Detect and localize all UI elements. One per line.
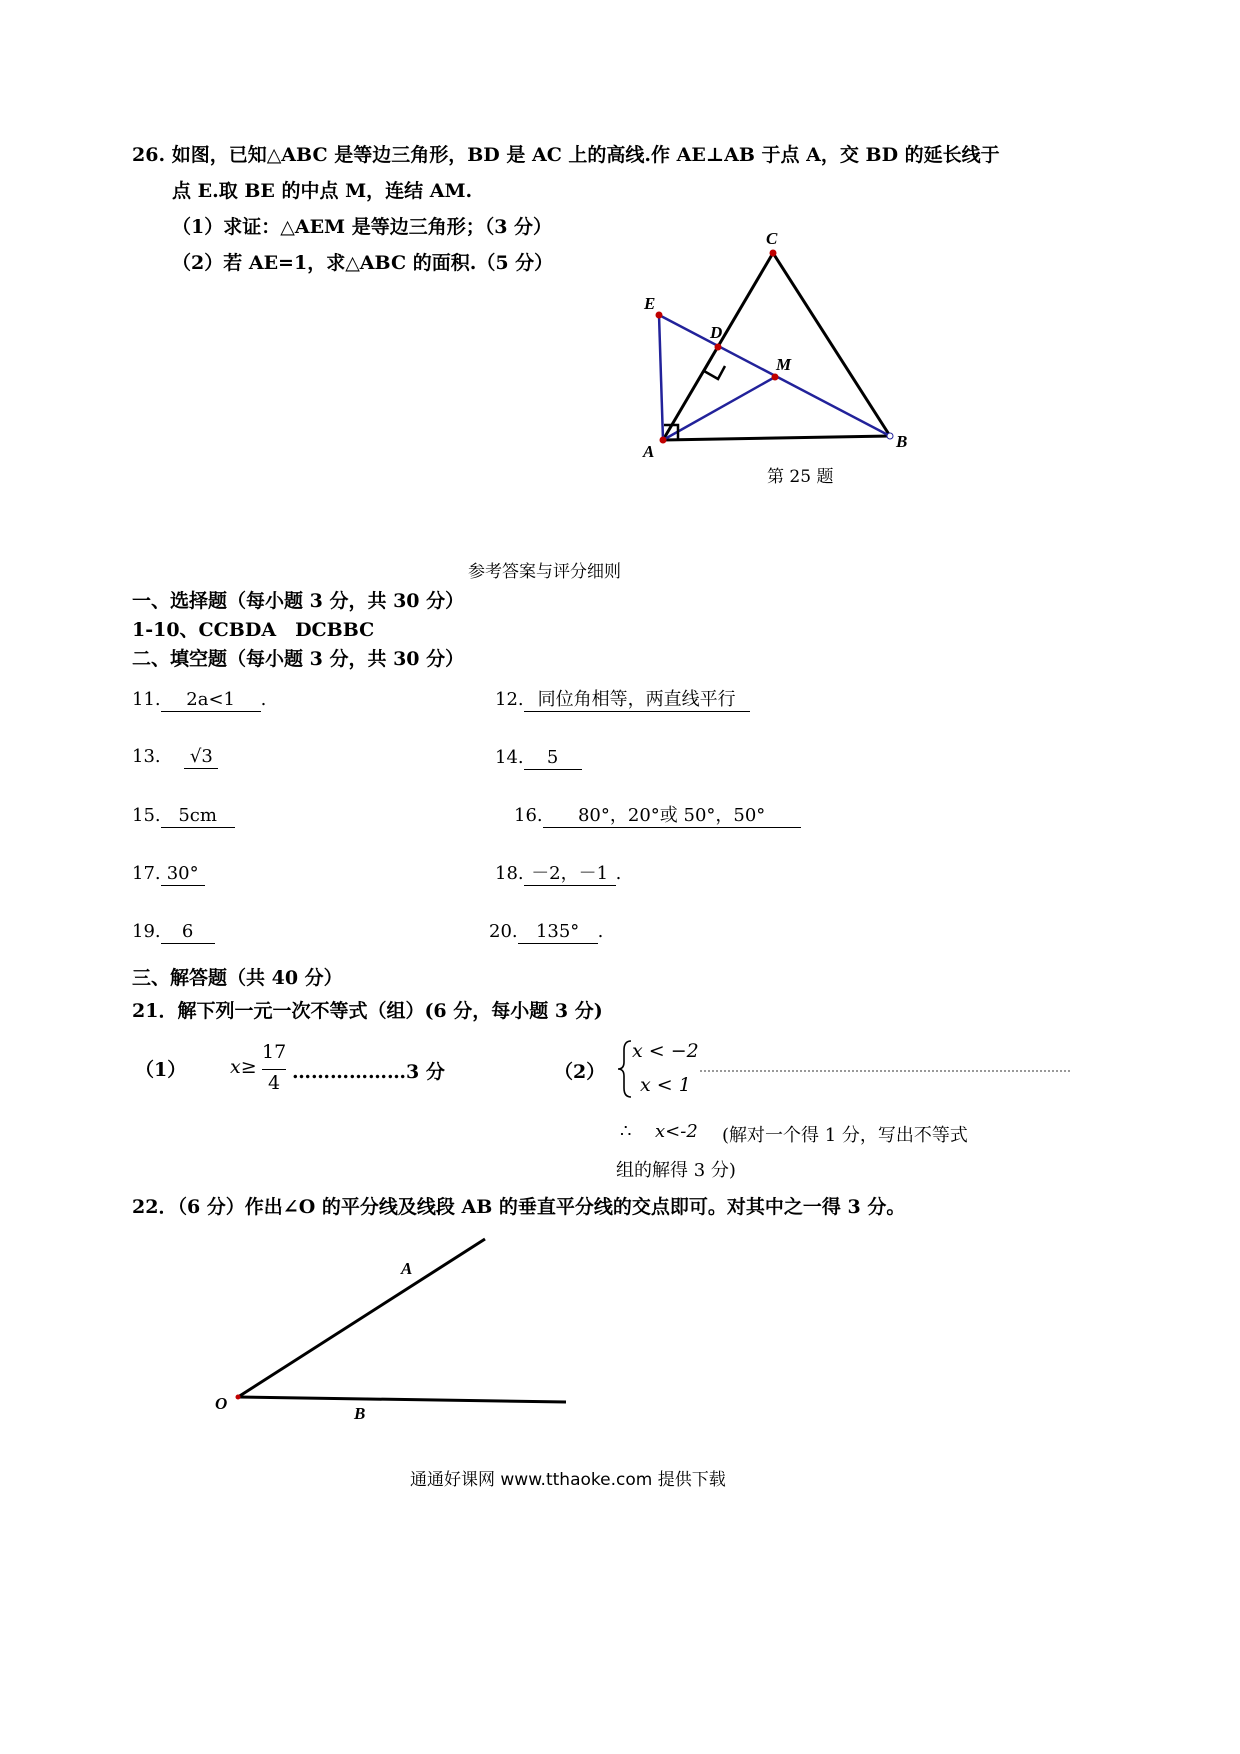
- fill-item-12: 12. 同位角相等，两直线平行: [495, 689, 750, 712]
- fill-item-18: 18. －2，－1 .: [495, 863, 622, 884]
- label-a2: A: [401, 1259, 413, 1278]
- label-c: C: [766, 229, 778, 248]
- fill-item-20: 20. 135° .: [489, 921, 604, 942]
- triangle-figure: [620, 220, 940, 500]
- q21-p2-line2: x < 1: [640, 1074, 691, 1096]
- q21-p2-line1: x < −2: [632, 1040, 699, 1062]
- q26-line2: 点 E.取 BE 的中点 M，连结 AM.: [172, 180, 473, 202]
- q21-p2-label: （2）: [554, 1061, 606, 1083]
- q22-title: 22．（6 分）作出∠O 的平分线及线段 AB 的垂直平分线的交点即可。对其中之一得 3 分。: [132, 1196, 906, 1218]
- q21-p1-score: ………………3 分: [292, 1061, 445, 1083]
- angle-figure: [200, 1225, 590, 1425]
- label-d: D: [710, 323, 723, 342]
- footer: 通通好课网 www.tthaoke.com 提供下载: [410, 1470, 726, 1490]
- q21-p1-label: （1）: [135, 1059, 187, 1081]
- fill-item-11: 11. 2a<1 .: [132, 689, 267, 710]
- label-b: B: [896, 432, 908, 451]
- section2-heading: 二、填空题（每小题 3 分，共 30 分）: [132, 648, 465, 670]
- section1-heading: 一、选择题（每小题 3 分，共 30 分）: [132, 590, 465, 612]
- fraction-bar: [262, 1069, 286, 1070]
- fill-item-16: 16. 80°，20°或 50°，50°: [514, 805, 801, 828]
- sqrt3: √3: [184, 746, 218, 769]
- q21-p1-lhs: x≥: [230, 1056, 257, 1078]
- fill-item-17: 17. 30°: [132, 863, 205, 886]
- fraction-denominator: 4: [267, 1072, 281, 1094]
- q26-line1: 26. 如图，已知△ABC 是等边三角形，BD 是 AC 上的高线.作 AE⊥AB 于点 A，交 BD 的延长线于: [132, 144, 1000, 166]
- q21-p2-result: x<-2: [655, 1121, 698, 1142]
- fraction-numerator: 17: [262, 1041, 287, 1063]
- fill-item-15: 15. 5cm: [132, 805, 235, 828]
- label-o: O: [215, 1394, 228, 1413]
- q26-part1: （1）求证：△AEM 是等边三角形；（3 分）: [172, 216, 553, 238]
- section3-heading: 三、解答题（共 40 分）: [132, 967, 343, 989]
- q26-part2: （2）若 AE=1，求△ABC 的面积.（5 分）: [172, 252, 554, 274]
- fill-item-14: 14. 5: [495, 747, 582, 770]
- fill-item-19: 19. 6: [132, 921, 215, 944]
- q21-title: 21．解下列一元一次不等式（组）(6 分，每小题 3 分): [132, 1000, 603, 1022]
- answers-title: 参考答案与评分细则: [468, 562, 621, 582]
- dotted-leader: [700, 1070, 1070, 1072]
- q21-p2-therefore: ∴: [620, 1121, 632, 1142]
- label-a: A: [643, 442, 655, 461]
- section1-answers: 1-10、CCBDA DCBBC: [132, 619, 375, 641]
- q21-p2-note1: (解对一个得 1 分，写出不等式: [722, 1125, 968, 1146]
- fill-item-13: 13. √3: [132, 746, 218, 769]
- q21-p2-note2: 组的解得 3 分): [616, 1160, 736, 1181]
- figure-caption: 第 25 题: [767, 467, 834, 487]
- label-e: E: [644, 294, 656, 313]
- label-m: M: [776, 355, 792, 374]
- label-b2: B: [354, 1404, 366, 1423]
